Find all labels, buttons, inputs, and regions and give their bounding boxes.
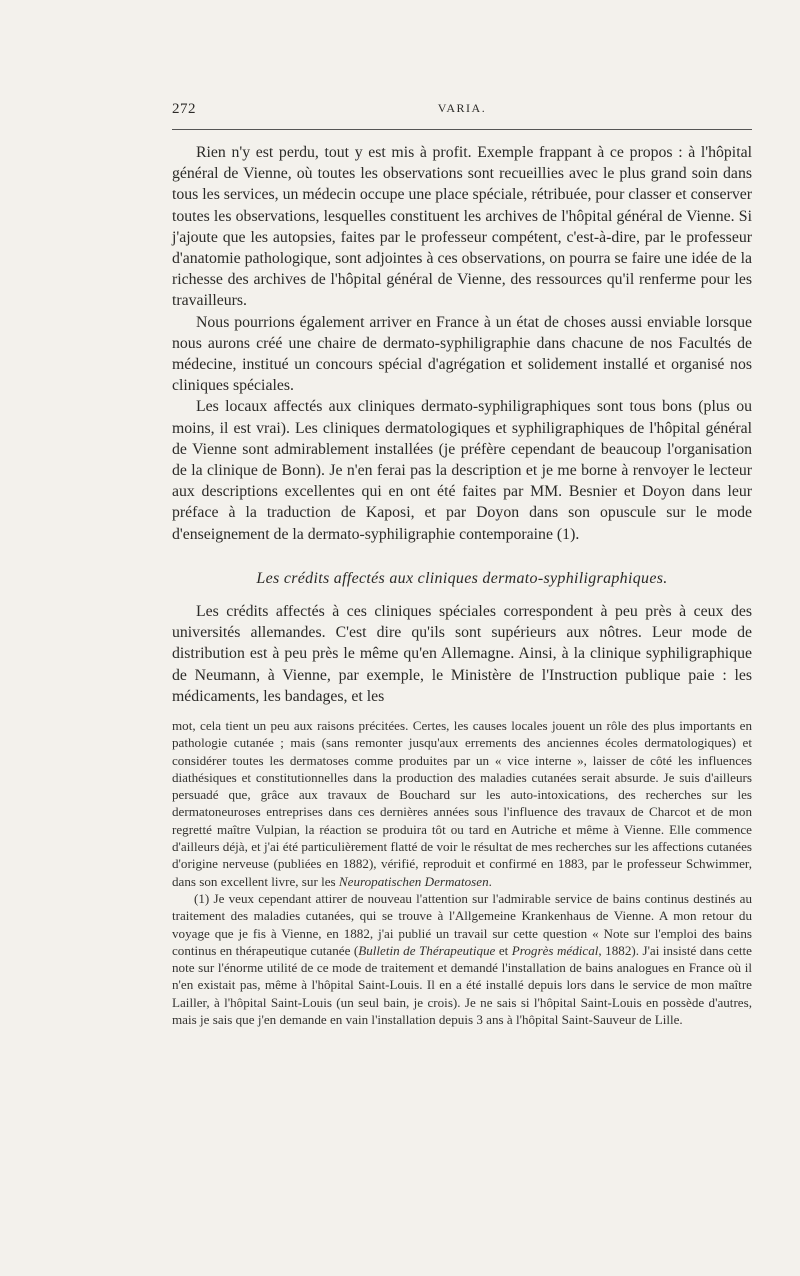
header-rule <box>172 129 752 130</box>
footnote-continuation <box>172 717 752 890</box>
footnote-text: . <box>488 873 492 889</box>
footnotes <box>172 717 752 1028</box>
main-text <box>172 142 752 545</box>
running-head: VARIA. <box>437 101 487 115</box>
paragraph: Rien n'y est perdu, tout y est mis à profit. Exemple frappant à ce propos : à l'hôpital général de Vienne, où toutes les observations sont recueillies avec le plus grand soin dans tous les services, un médecin occupe une place spéciale, rétribuée, pour classer et conserver toutes les observations, lesquelles constituent les archives de l'hôpital général de Vienne. Si j'ajoute que les autopsies, faites par le professeur compétent, c'est-à-dire, par le professeur d'anatomie pathologique, sont adjointes à ces observations, on pourra se faire une idée de la richesse des archives de l'hôpital général de Vienne, des ressources qu'il renferme pour les travailleurs. <box>172 144 752 310</box>
footnote-text: , 1882). J'ai insisté dans cette note sur l'énorme utilité de ce mode de traitement et demandé l'installation de bains analogues en France où il n'en existait pas, même à l'hôpital Saint-Louis. Il en a été installé depuis lors dans le service de mon maître Lailler, à l'hôpital Saint-Louis (un seul bain, je crois). Je ne sais si l'hôpital Saint-Louis en possède d'autres, mais je sais que j'en demande en vain l'installation depuis 3 ans à l'hôpital Saint-Sauveur de Lille. <box>172 942 752 1028</box>
paragraph: Les locaux affectés aux cliniques dermato-syphiligraphiques sont tous bons (plus ou moins, il est vrai). Les cliniques dermatologiques et syphiligraphiques de l'hôpital général de Vienne sont admirablement installées (je préfère cependant de beaucoup l'organisation de la clinique de Bonn). Je n'en ferai pas la description et je me borne à renvoyer le lecteur aux descriptions excellentes qui en ont été faites par MM. Besnier et Doyon dans leur préface à la traduction de Kaposi, et par Doyon dans son opuscule sur le mode d'enseignement de la dermato-syphiligraphie contemporaine (1). <box>172 398 752 543</box>
page-number: 272 <box>172 101 196 117</box>
footnote-text: mot, cela tient un peu aux raisons précitées. Certes, les causes locales jouent un rôle des plus importants en pathologie cutanée ; mais (sans remonter jusqu'aux errements des anciennes écoles dermatologiques) et considérer toutes les dermatoses comme produites par un « vice interne », laisser de côté les influences diathésiques et constitutionnelles dans la production des maladies cutanées serait absurde. Je suis d'ailleurs persuadé que, grâce aux travaux de Bouchard sur les auto-intoxications, des recherches sur les dermatoneuroses entreprises dans ces dernières années sous l'influence des travaux de Charcot et de mon regretté maître Vulpian, la réaction se produira tôt ou tard en Autriche et même à Vienne. Elle commence d'ailleurs déjà, et j'ai été particulièrement flatté de voir le résultat de mes recherches sur les affections cutanées d'origine nerveuse (publiées en 1882), vérifié, reproduit et confirmé en 1883, par le professeur Schwimmer, dans son excellent livre, sur les <box>172 718 752 889</box>
paragraph: Nous pourrions également arriver en France à un état de choses aussi enviable lorsque nous aurons créé une chaire de dermato-syphiligraphie dans chacune de nos Facultés de médecine, institué un concours spécial d'agrégation et solidement installé et organisé nos cliniques spéciales. <box>172 313 752 395</box>
running-header <box>172 101 752 121</box>
book-title: Neuropatischen Dermatosen <box>338 873 489 889</box>
journal-title: Progrès médical <box>511 942 599 958</box>
footnote-text: (1) Je veux cependant attirer de nouveau l'attention sur l'admirable service de bains continus destinés au traitement des maladies cutanées, qui se trouve à l'Allgemeine Krankenhaus de Vienne. A mon retour du voyage que je fis à Vienne, en 1882, j'ai publié un travail sur cette question « Note sur l'emploi des bains continus en thérapeutique cutanée ( <box>172 890 752 958</box>
footnote <box>172 890 752 1028</box>
footnote-text: et <box>495 942 512 958</box>
paragraph: Les crédits affectés à ces cliniques spéciales correspondent à peu près à ceux des universités allemandes. C'est dire qu'ils sont supérieurs aux nôtres. Leur mode de distribution est à peu près le même qu'en Allemagne. Ainsi, à la clinique syphiligraphique de Neumann, à Vienne, par exemple, le Ministère de l'Instruction publique paie : les médicaments, les bandages, et les <box>172 603 752 705</box>
section-title: Les crédits affectés aux cliniques dermato-syphiligraphiques. <box>256 570 668 587</box>
journal-title: Bulletin de Thérapeutique <box>358 942 496 958</box>
main-text-continued <box>172 601 752 707</box>
